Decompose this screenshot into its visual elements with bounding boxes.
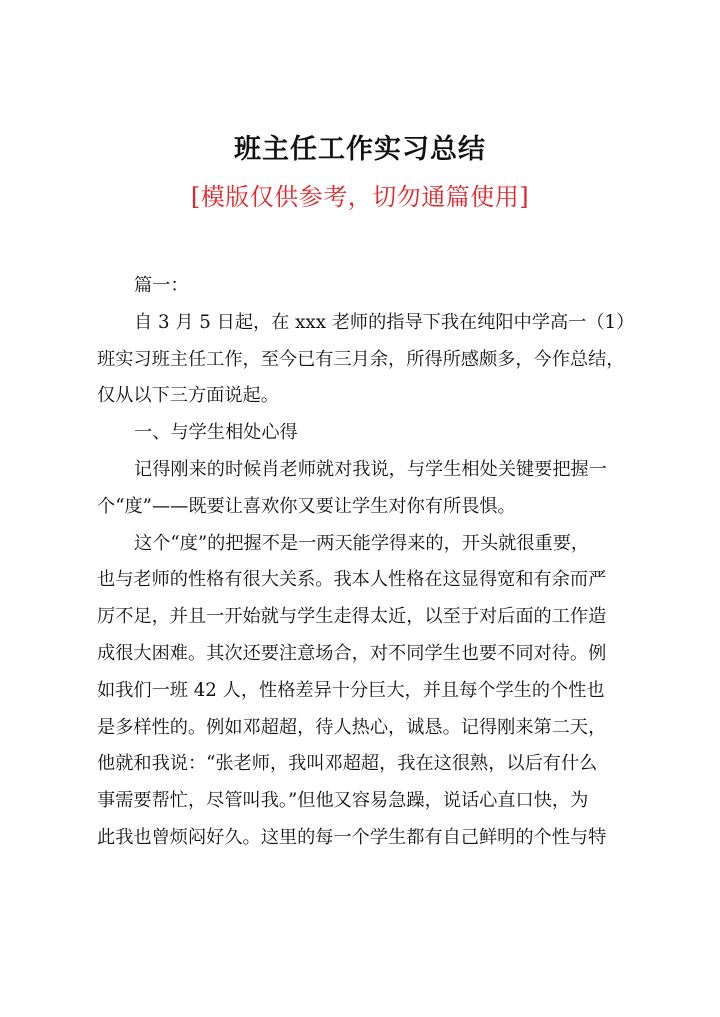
template-disclaimer: [模版仅供参考，切勿通篇使用] bbox=[190, 183, 530, 211]
body-line: 也与老师的性格有很大关系。我本人性格在这显得宽和有余而严 bbox=[97, 569, 607, 591]
body-line: 是多样性的。例如邓超超，待人热心，诚恳。记得刚来第二天， bbox=[97, 716, 607, 738]
body-line: 他就和我说：“张老师，我叫邓超超，我在这很熟，以后有什么 bbox=[97, 753, 598, 775]
document-body bbox=[97, 268, 637, 857]
body-line: 成很大困难。其次还要注意场合，对不同学生也要不同对待。例 bbox=[97, 642, 607, 664]
body-line: 一、与学生相处心得 bbox=[134, 422, 298, 444]
document-title: 班主任工作实习总结 bbox=[234, 134, 486, 165]
body-line: 班实习班主任工作，至今已有三月余，所得所感颇多，今作总结， bbox=[97, 348, 625, 370]
body-line: 这个“度”的把握不是一两天能学得来的，开头就很重要， bbox=[134, 532, 590, 554]
body-line: 如我们一班 42 人，性格差异十分巨大，并且每个学生的个性也 bbox=[97, 679, 605, 701]
body-line: 仅从以下三方面说起。 bbox=[97, 385, 279, 407]
body-line: 自 3 月 5 日起，在 xxx 老师的指导下我在纯阳中学高一（1） bbox=[134, 311, 635, 333]
body-line: 此我也曾烦闷好久。这里的每一个学生都有自己鲜明的个性与特 bbox=[97, 826, 607, 848]
body-line: 个“度”——既要让喜欢你又要让学生对你有所畏惧。 bbox=[97, 495, 516, 517]
body-line: 篇一： bbox=[134, 275, 189, 296]
body-line: 记得刚来的时候肖老师就对我说，与学生相处关键要把握一 bbox=[134, 458, 607, 480]
body-line: 厉不足，并且一开始就与学生走得太近，以至于对后面的工作造 bbox=[97, 606, 607, 628]
body-line: 事需要帮忙，尽管叫我。”但他又容易急躁，说话心直口快，为 bbox=[97, 790, 589, 812]
